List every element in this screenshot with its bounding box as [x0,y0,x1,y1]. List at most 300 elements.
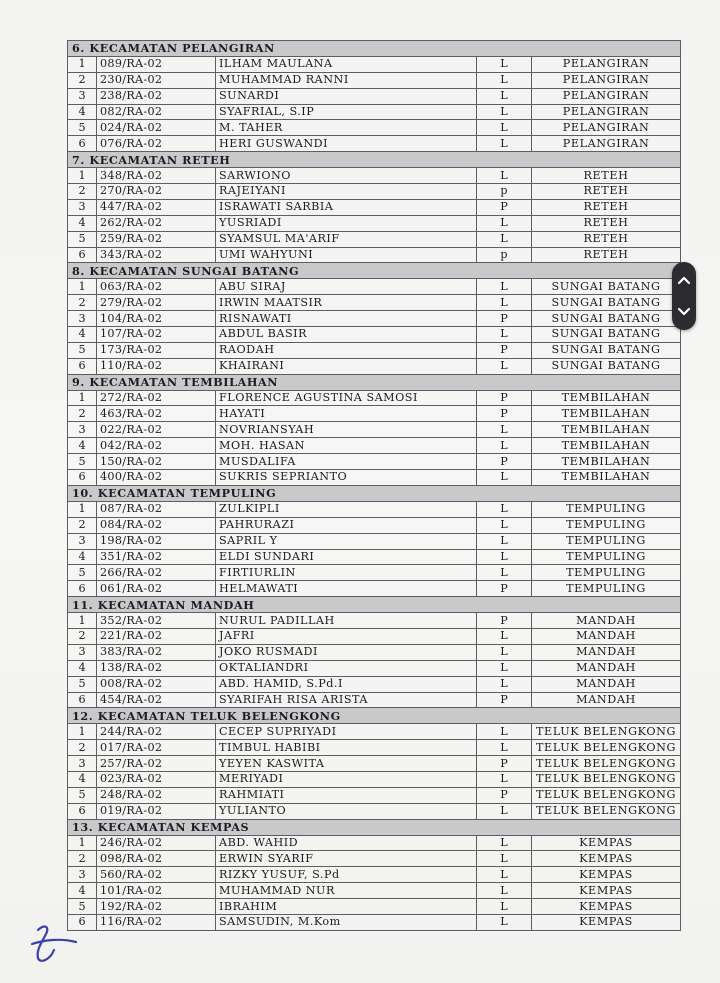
kecamatan-cell: SUNGAI BATANG [532,311,681,327]
section-heading-row [68,374,681,390]
table-row [68,295,681,311]
table-row [68,724,681,740]
table-row [68,883,681,899]
participant-name-cell: YUSRIADI [216,215,477,231]
table-row [68,756,681,772]
table-row [68,867,681,883]
gender-cell: P [477,342,532,358]
section-heading-row [68,485,681,501]
kecamatan-cell: MANDAH [532,692,681,708]
gender-cell: L [477,740,532,756]
row-number-cell: 1 [68,724,97,740]
table-row [68,247,681,263]
kecamatan-cell: MANDAH [532,676,681,692]
section-heading: 8. KECAMATAN SUNGAI BATANG [68,263,681,279]
table-row [68,342,681,358]
gender-cell: L [477,771,532,787]
participant-name-cell: PAHRURAZI [216,517,477,533]
gender-cell: P [477,613,532,629]
handwritten-initial-icon [28,920,80,966]
registration-number-cell: 198/RA-02 [97,533,216,549]
participant-name-cell: SAPRIL Y [216,533,477,549]
row-number-cell: 2 [68,517,97,533]
participant-name-cell: CECEP SUPRIYADI [216,724,477,740]
gender-cell: L [477,88,532,104]
registration-number-cell: 230/RA-02 [97,72,216,88]
gender-cell: L [477,851,532,867]
table-row [68,88,681,104]
table-row [68,644,681,660]
kecamatan-cell: KEMPAS [532,867,681,883]
row-number-cell: 2 [68,406,97,422]
participant-name-cell: M. TAHER [216,120,477,136]
gender-cell: L [477,72,532,88]
row-number-cell: 5 [68,120,97,136]
gender-cell: P [477,756,532,772]
participant-name-cell: OKTALIANDRI [216,660,477,676]
row-number-cell: 6 [68,470,97,486]
table-row [68,168,681,184]
participant-name-cell: MUSDALIFA [216,454,477,470]
participant-name-cell: SYAMSUL MA'ARIF [216,231,477,247]
registration-number-cell: 279/RA-02 [97,295,216,311]
table-row [68,470,681,486]
participant-name-cell: ELDI SUNDARI [216,549,477,565]
chevron-down-icon [677,307,691,317]
gender-cell: P [477,199,532,215]
registration-number-cell: 454/RA-02 [97,692,216,708]
gender-cell: L [477,628,532,644]
participant-name-cell: ERWIN SYARIF [216,851,477,867]
table-row [68,136,681,152]
participant-name-cell: SARWIONO [216,168,477,184]
table-row [68,771,681,787]
gender-cell: P [477,787,532,803]
kecamatan-cell: TEMBILAHAN [532,438,681,454]
registration-number-cell: 024/RA-02 [97,120,216,136]
kecamatan-cell: KEMPAS [532,835,681,851]
kecamatan-cell: KEMPAS [532,899,681,915]
gender-cell: L [477,914,532,930]
kecamatan-cell: TEMBILAHAN [532,406,681,422]
kecamatan-cell: TEMBILAHAN [532,390,681,406]
registration-number-cell: 270/RA-02 [97,184,216,200]
section-heading: 9. KECAMATAN TEMBILAHAN [68,374,681,390]
registration-number-cell: 107/RA-02 [97,327,216,343]
participant-name-cell: SUKRIS SEPRIANTO [216,470,477,486]
table-row [68,803,681,819]
kecamatan-cell: TEMBILAHAN [532,470,681,486]
gender-cell: L [477,56,532,72]
kecamatan-cell: TEMPULING [532,501,681,517]
kecamatan-cell: PELANGIRAN [532,136,681,152]
gender-cell: L [477,422,532,438]
row-number-cell: 3 [68,756,97,772]
registration-number-cell: 087/RA-02 [97,501,216,517]
gender-cell: L [477,565,532,581]
kecamatan-cell: PELANGIRAN [532,72,681,88]
row-number-cell: 6 [68,247,97,263]
row-number-cell: 3 [68,422,97,438]
registration-number-cell: 017/RA-02 [97,740,216,756]
participant-name-cell: FLORENCE AGUSTINA SAMOSI [216,390,477,406]
row-number-cell: 5 [68,899,97,915]
row-number-cell: 1 [68,835,97,851]
participant-name-cell: JOKO RUSMADI [216,644,477,660]
row-number-cell: 1 [68,56,97,72]
section-heading-row [68,41,681,57]
kecamatan-cell: KEMPAS [532,851,681,867]
row-number-cell: 1 [68,613,97,629]
kecamatan-cell: KEMPAS [532,914,681,930]
row-number-cell: 4 [68,104,97,120]
gender-cell: L [477,549,532,565]
gender-cell: L [477,899,532,915]
row-number-cell: 6 [68,358,97,374]
participant-name-cell: RAHMIATI [216,787,477,803]
participant-name-cell: YEYEN KASWITA [216,756,477,772]
table-row [68,358,681,374]
gender-cell: L [477,803,532,819]
gender-cell: L [477,724,532,740]
registration-number-cell: 082/RA-02 [97,104,216,120]
participant-name-cell: ABDUL BASIR [216,327,477,343]
scroll-up-button[interactable] [672,264,696,296]
participant-table [67,40,681,931]
participant-name-cell: FIRTIURLIN [216,565,477,581]
kecamatan-cell: PELANGIRAN [532,88,681,104]
row-number-cell: 5 [68,676,97,692]
gender-cell: L [477,676,532,692]
registration-number-cell: 110/RA-02 [97,358,216,374]
kecamatan-cell: TEMPULING [532,533,681,549]
gender-cell: P [477,311,532,327]
row-number-cell: 5 [68,454,97,470]
row-number-cell: 4 [68,215,97,231]
registration-number-cell: 463/RA-02 [97,406,216,422]
kecamatan-cell: RETEH [532,247,681,263]
gender-cell: L [477,215,532,231]
participant-name-cell: RAJEIYANI [216,184,477,200]
participant-name-cell: YULIANTO [216,803,477,819]
table-row [68,406,681,422]
row-number-cell: 4 [68,771,97,787]
gender-cell: L [477,660,532,676]
table-row [68,787,681,803]
kecamatan-cell: SUNGAI BATANG [532,342,681,358]
section-heading-row [68,597,681,613]
participant-name-cell: RAODAH [216,342,477,358]
table-row [68,533,681,549]
registration-number-cell: 383/RA-02 [97,644,216,660]
registration-number-cell: 022/RA-02 [97,422,216,438]
participant-name-cell: IBRAHIM [216,899,477,915]
participant-name-cell: SAMSUDIN, M.Kom [216,914,477,930]
participant-name-cell: ABD. HAMID, S.Pd.I [216,676,477,692]
registration-number-cell: 042/RA-02 [97,438,216,454]
participant-name-cell: MUHAMMAD NUR [216,883,477,899]
gender-cell: P [477,581,532,597]
table-row [68,501,681,517]
registration-number-cell: 244/RA-02 [97,724,216,740]
table-row [68,851,681,867]
kecamatan-cell: RETEH [532,199,681,215]
participant-name-cell: UMI WAHYUNI [216,247,477,263]
kecamatan-cell: SUNGAI BATANG [532,279,681,295]
registration-number-cell: 061/RA-02 [97,581,216,597]
registration-number-cell: 084/RA-02 [97,517,216,533]
registration-number-cell: 221/RA-02 [97,628,216,644]
registration-number-cell: 019/RA-02 [97,803,216,819]
registration-number-cell: 116/RA-02 [97,914,216,930]
kecamatan-cell: TEMPULING [532,581,681,597]
table-row [68,422,681,438]
table-row [68,581,681,597]
section-heading-row [68,819,681,835]
section-heading: 6. KECAMATAN PELANGIRAN [68,41,681,57]
registration-number-cell: 348/RA-02 [97,168,216,184]
participant-name-cell: ISRAWATI SARBIA [216,199,477,215]
row-number-cell: 1 [68,390,97,406]
participant-name-cell: JAFRI [216,628,477,644]
section-heading-row [68,708,681,724]
row-number-cell: 5 [68,231,97,247]
table-row [68,740,681,756]
table-row [68,438,681,454]
table-row [68,120,681,136]
registration-number-cell: 150/RA-02 [97,454,216,470]
gender-cell: L [477,533,532,549]
row-number-cell: 1 [68,168,97,184]
registration-number-cell: 192/RA-02 [97,899,216,915]
row-number-cell: 3 [68,867,97,883]
registration-number-cell: 246/RA-02 [97,835,216,851]
table-row [68,72,681,88]
table-row [68,899,681,915]
table-row [68,692,681,708]
table-row [68,215,681,231]
row-number-cell: 2 [68,184,97,200]
row-number-cell: 2 [68,740,97,756]
table-row [68,549,681,565]
kecamatan-cell: SUNGAI BATANG [532,327,681,343]
row-number-cell: 6 [68,803,97,819]
kecamatan-cell: SUNGAI BATANG [532,358,681,374]
participant-name-cell: TIMBUL HABIBI [216,740,477,756]
participant-name-cell: SUNARDI [216,88,477,104]
participant-name-cell: MERIYADI [216,771,477,787]
participant-table-body [68,41,681,931]
row-number-cell: 4 [68,438,97,454]
table-row [68,613,681,629]
row-number-cell: 1 [68,501,97,517]
section-heading: 13. KECAMATAN KEMPAS [68,819,681,835]
row-number-cell: 3 [68,533,97,549]
scroll-down-button[interactable] [672,296,696,328]
gender-cell: p [477,184,532,200]
participant-name-cell: MUHAMMAD RANNI [216,72,477,88]
gender-cell: L [477,867,532,883]
section-heading: 11. KECAMATAN MANDAH [68,597,681,613]
kecamatan-cell: RETEH [532,231,681,247]
row-number-cell: 2 [68,295,97,311]
registration-number-cell: 076/RA-02 [97,136,216,152]
row-number-cell: 3 [68,311,97,327]
registration-number-cell: 343/RA-02 [97,247,216,263]
kecamatan-cell: PELANGIRAN [532,56,681,72]
gender-cell: L [477,438,532,454]
table-row [68,565,681,581]
kecamatan-cell: MANDAH [532,644,681,660]
registration-number-cell: 101/RA-02 [97,883,216,899]
row-number-cell: 5 [68,787,97,803]
gender-cell: P [477,406,532,422]
registration-number-cell: 173/RA-02 [97,342,216,358]
participant-name-cell: ABD. WAHID [216,835,477,851]
registration-number-cell: 089/RA-02 [97,56,216,72]
participant-name-cell: KHAIRANI [216,358,477,374]
participant-name-cell: NURUL PADILLAH [216,613,477,629]
gender-cell: P [477,390,532,406]
registration-number-cell: 560/RA-02 [97,867,216,883]
gender-cell: L [477,327,532,343]
registration-number-cell: 352/RA-02 [97,613,216,629]
kecamatan-cell: TELUK BELENGKONG [532,756,681,772]
participant-name-cell: RISNAWATI [216,311,477,327]
gender-cell: P [477,454,532,470]
row-number-cell: 6 [68,136,97,152]
kecamatan-cell: TELUK BELENGKONG [532,787,681,803]
registration-number-cell: 259/RA-02 [97,231,216,247]
kecamatan-cell: TEMPULING [532,565,681,581]
registration-number-cell: 008/RA-02 [97,676,216,692]
row-number-cell: 1 [68,279,97,295]
kecamatan-cell: MANDAH [532,613,681,629]
table-row [68,311,681,327]
table-row [68,104,681,120]
row-number-cell: 5 [68,565,97,581]
row-number-cell: 2 [68,628,97,644]
participant-name-cell: IRWIN MAATSIR [216,295,477,311]
gender-cell: L [477,279,532,295]
kecamatan-cell: TELUK BELENGKONG [532,771,681,787]
kecamatan-cell: TEMBILAHAN [532,422,681,438]
kecamatan-cell: TEMBILAHAN [532,454,681,470]
participant-name-cell: ILHAM MAULANA [216,56,477,72]
registration-number-cell: 063/RA-02 [97,279,216,295]
kecamatan-cell: MANDAH [532,660,681,676]
row-number-cell: 4 [68,883,97,899]
kecamatan-cell: KEMPAS [532,883,681,899]
kecamatan-cell: TEMPULING [532,517,681,533]
participant-name-cell: RIZKY YUSUF, S.Pd [216,867,477,883]
kecamatan-cell: RETEH [532,168,681,184]
row-number-cell: 2 [68,851,97,867]
kecamatan-cell: TELUK BELENGKONG [532,740,681,756]
registration-number-cell: 104/RA-02 [97,311,216,327]
registration-number-cell: 262/RA-02 [97,215,216,231]
gender-cell: L [477,501,532,517]
table-row [68,454,681,470]
registration-number-cell: 257/RA-02 [97,756,216,772]
kecamatan-cell: RETEH [532,215,681,231]
registration-number-cell: 447/RA-02 [97,199,216,215]
kecamatan-cell: PELANGIRAN [532,120,681,136]
row-number-cell: 6 [68,914,97,930]
kecamatan-cell: RETEH [532,184,681,200]
kecamatan-cell: TEMPULING [532,549,681,565]
row-number-cell: 4 [68,327,97,343]
table-row [68,184,681,200]
table-row [68,279,681,295]
section-heading: 12. KECAMATAN TELUK BELENGKONG [68,708,681,724]
registration-number-cell: 351/RA-02 [97,549,216,565]
row-number-cell: 3 [68,88,97,104]
gender-cell: P [477,692,532,708]
kecamatan-cell: TELUK BELENGKONG [532,724,681,740]
gender-cell: L [477,644,532,660]
participant-name-cell: HAYATI [216,406,477,422]
gender-cell: L [477,136,532,152]
participant-name-cell: NOVRIANSYAH [216,422,477,438]
section-heading-row [68,263,681,279]
row-number-cell: 5 [68,342,97,358]
page-scroll-control [672,262,696,330]
participant-name-cell: MOH. HASAN [216,438,477,454]
gender-cell: L [477,470,532,486]
row-number-cell: 2 [68,72,97,88]
table-row [68,56,681,72]
gender-cell: L [477,883,532,899]
row-number-cell: 6 [68,581,97,597]
gender-cell: L [477,295,532,311]
gender-cell: L [477,120,532,136]
registration-number-cell: 023/RA-02 [97,771,216,787]
table-row [68,628,681,644]
table-row [68,914,681,930]
gender-cell: L [477,358,532,374]
registration-number-cell: 272/RA-02 [97,390,216,406]
row-number-cell: 3 [68,644,97,660]
table-row [68,676,681,692]
table-row [68,517,681,533]
section-heading: 7. KECAMATAN RETEH [68,152,681,168]
table-row [68,390,681,406]
table-row [68,660,681,676]
row-number-cell: 6 [68,692,97,708]
chevron-up-icon [677,275,691,285]
table-row [68,835,681,851]
kecamatan-cell: MANDAH [532,628,681,644]
gender-cell: p [477,247,532,263]
participant-name-cell: HELMAWATI [216,581,477,597]
table-row [68,327,681,343]
participant-name-cell: SYAFRIAL, S.IP [216,104,477,120]
participant-name-cell: ZULKIPLI [216,501,477,517]
gender-cell: L [477,168,532,184]
registration-number-cell: 238/RA-02 [97,88,216,104]
row-number-cell: 4 [68,660,97,676]
participant-name-cell: ABU SIRAJ [216,279,477,295]
section-heading-row [68,152,681,168]
gender-cell: L [477,517,532,533]
kecamatan-cell: TELUK BELENGKONG [532,803,681,819]
table-row [68,231,681,247]
registration-number-cell: 266/RA-02 [97,565,216,581]
gender-cell: L [477,835,532,851]
registration-number-cell: 400/RA-02 [97,470,216,486]
table-row [68,199,681,215]
